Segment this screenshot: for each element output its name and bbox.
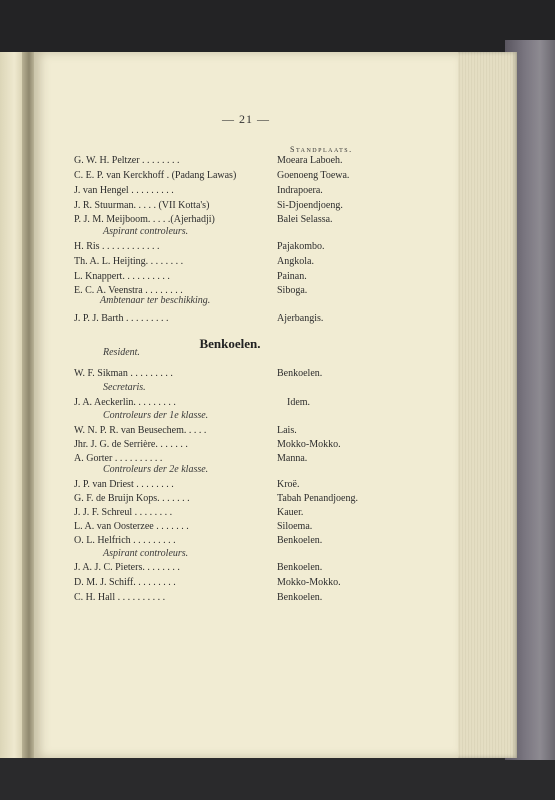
column-header-standplaats: Standplaats. (290, 145, 353, 154)
left-page-edge (0, 52, 24, 758)
section-heading: Aspirant controleurs. (103, 548, 189, 559)
page-edges (455, 52, 517, 758)
section-heading: Controleurs der 1e klasse. (103, 410, 209, 421)
section-heading: Controleurs der 2e klasse. (103, 464, 209, 475)
section-heading: Secretaris. (103, 382, 146, 393)
section-heading: Resident. (103, 347, 140, 358)
region-title: Benkoelen. (199, 336, 261, 351)
background-top (0, 0, 555, 60)
section-heading: Ambtenaar ter beschikking. (100, 295, 211, 306)
section-heading: Aspirant controleurs. (103, 226, 189, 237)
page-number: — 21 — (222, 112, 270, 126)
